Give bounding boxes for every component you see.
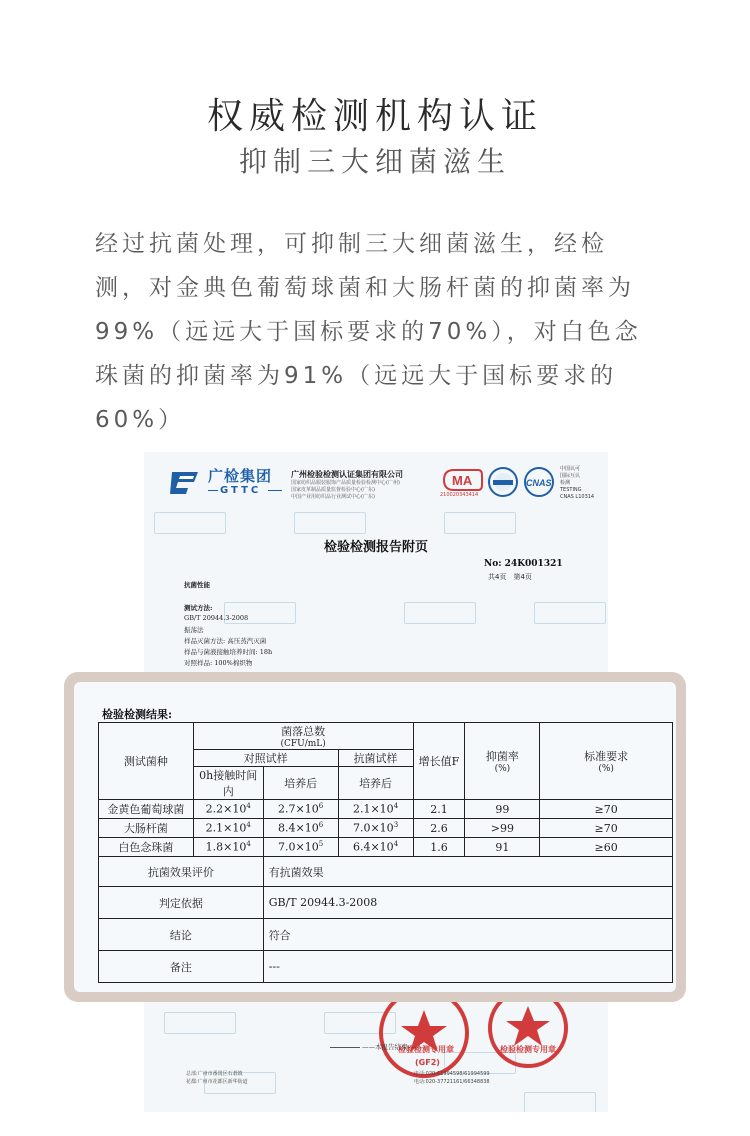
cell-strain: 金黄色葡萄球菌 (99, 800, 194, 819)
cell-control-0h (193, 800, 263, 819)
cell-growth: 2.1 (413, 800, 465, 819)
table-row (99, 838, 673, 857)
method-line: 样品与菌液接触培养时间: 18h (184, 648, 273, 656)
header-colony (193, 723, 413, 750)
header-zero-h: 0h接触时间内 (193, 767, 263, 800)
cell-exponent: 6 (318, 821, 324, 830)
description-text: 经过抗菌处理，可抑制三大细菌滋生，经检测，对金典色葡萄球菌和大肠杆菌的抑菌率为99%（远远大于国标要求的70%），对白色念珠菌的抑菌率为91%（远远大于国标要求的60%） (95, 231, 642, 433)
cell-exponent: 4 (393, 802, 399, 811)
cell-value: 7.0×10 (278, 840, 319, 854)
cell-exponent: 4 (246, 840, 251, 849)
cell-exponent: 6 (318, 802, 324, 811)
results-card (64, 672, 686, 1002)
method-label: 测试方法: (184, 604, 213, 612)
seal-right-text: 检验检测专用章 (500, 1045, 556, 1054)
report-end-text: ——本报告结束—— (362, 1043, 421, 1051)
results-table (98, 722, 673, 983)
footer-address-line: 总部:广州市番禺区石碁镇 (186, 1071, 243, 1077)
svg-text:MA: MA (452, 473, 473, 488)
cell-value: 1.8×10 (205, 840, 247, 854)
cell-value: 2.7×10 (278, 802, 319, 816)
header-growth: 增长值F (413, 723, 465, 800)
evaluation-label: 抗菌效果评价 (99, 857, 264, 887)
cell-value: 7.0×10 (352, 821, 394, 835)
method-line: 对照样品: 100%棉织物 (184, 659, 253, 667)
seal-left-code: (GF2) (415, 1058, 440, 1067)
cell-growth: 1.6 (413, 838, 465, 857)
cnas-logo-icon (522, 466, 556, 498)
cell-control-0h (193, 819, 263, 838)
footer-phone-line: 电话:020-37721161/66348838 (414, 1079, 490, 1085)
brand-rule-right (268, 490, 282, 491)
basis-label: 判定依据 (99, 887, 264, 919)
table-row (99, 857, 673, 887)
page-subtitle: 抑制三大细菌滋生 (238, 145, 511, 178)
cnas-info (560, 466, 608, 501)
cell-rate: >99 (465, 819, 540, 838)
header-rate-title: 抑菌率 (485, 750, 519, 763)
cell-growth: 2.6 (413, 819, 465, 838)
brand-name-cn: 广检集团 (208, 467, 273, 485)
cell-value: 2.1×10 (352, 802, 394, 816)
cell-strain: 大肠杆菌 (99, 819, 194, 838)
cell-exponent: 3 (393, 821, 399, 830)
cell-control-cultured (263, 800, 338, 819)
cnas-line: 国际互认 (560, 473, 581, 479)
cell-antibacterial-cultured (338, 819, 413, 838)
gttc-logo-icon (168, 468, 202, 498)
cell-exponent: 5 (318, 840, 324, 849)
seal-left-text: 检验检测专用章 (398, 1045, 454, 1054)
cell-control-0h (193, 838, 263, 857)
cnas-line: CNAS L10314 (560, 494, 595, 500)
cell-rate: 91 (465, 838, 540, 857)
company-name: 广州检验检测认证集团有限公司 (291, 470, 403, 479)
table-row (99, 951, 673, 983)
cell-antibacterial-cultured (338, 800, 413, 819)
header-control: 对照试样 (193, 750, 338, 767)
ilac-mra-icon (487, 466, 519, 498)
cell-strain: 白色念珠菌 (99, 838, 194, 857)
evaluation-value: 有抗菌效果 (263, 857, 672, 887)
method-line: 样品灭菌方法: 高压蒸汽灭菌 (184, 637, 267, 645)
results-card-inner (74, 682, 676, 992)
cma-mark-icon (440, 467, 484, 493)
table-row (99, 919, 673, 951)
footer-rule (330, 1047, 360, 1048)
cell-value: 8.4×10 (278, 821, 319, 835)
footer-phone (414, 1070, 490, 1086)
cma-number: 210020343414 (440, 492, 479, 498)
note-label: 备注 (99, 951, 264, 983)
cell-rate: 99 (465, 800, 540, 819)
footer-address-line: 花都:广州市花都区新华街道 (186, 1079, 248, 1085)
document-title: 检验检测报告附页 (323, 540, 428, 555)
method-line: GB/T 20944.3-2008 (184, 614, 249, 622)
basis-value: GB/T 20944.3-2008 (263, 887, 672, 919)
company-line: 国家纺织品服装服饰产品质量检验检测中心(广州) (291, 480, 400, 486)
company-line: 中国产业用纺织品行业测试中心(广东) (291, 494, 375, 500)
table-row (99, 887, 673, 919)
cnas-line: TESTING (560, 487, 582, 493)
header-rate (465, 723, 540, 800)
cell-exponent: 4 (393, 840, 399, 849)
note-value: --- (263, 951, 672, 983)
header-standard-unit: (%) (598, 764, 614, 774)
cell-standard: ≥70 (540, 800, 673, 819)
results-label: 检验检测结果: (102, 708, 173, 721)
cell-control-cultured (263, 819, 338, 838)
table-row (99, 800, 673, 819)
header-colony-unit: (CFU/mL) (280, 739, 326, 749)
company-subtitles (291, 480, 441, 501)
section-heading: 抗菌性能 (184, 581, 210, 589)
header-strain: 测试菌种 (99, 723, 194, 800)
report-number: No: 24K001321 (484, 559, 563, 569)
footer-phone-line: 电话:020-61994598/61994599 (414, 1071, 490, 1077)
method-line: 振荡法 (184, 626, 204, 634)
page-count: 共4页 第4页 (488, 573, 532, 581)
page-title: 权威检测机构认证 (206, 96, 543, 137)
svg-text:CNAS: CNAS (526, 478, 552, 488)
conclusion-value: 符合 (263, 919, 672, 951)
header-standard (540, 723, 673, 800)
cell-value: 2.2×10 (205, 802, 247, 816)
header-colony-title: 菌落总数 (281, 725, 326, 738)
header-standard-title: 标准要求 (584, 750, 629, 763)
brand-name-en: GTTC (220, 485, 262, 496)
cell-standard: ≥70 (540, 819, 673, 838)
cell-value: 6.4×10 (352, 840, 394, 854)
brand-rule-left (208, 490, 218, 491)
cell-exponent: 4 (246, 802, 251, 811)
cell-control-cultured (263, 838, 338, 857)
cell-standard: ≥60 (540, 838, 673, 857)
company-line: 国家皮革制品质量监督检验中心(广东) (291, 487, 375, 493)
cell-exponent: 4 (246, 821, 251, 830)
header-after-culture: 培养后 (263, 767, 338, 800)
table-row (99, 819, 673, 838)
header-antibacterial: 抗菌试样 (338, 750, 413, 767)
cell-value: 2.1×10 (205, 821, 247, 835)
cnas-line: 检测 (560, 480, 571, 486)
cnas-line: 中国认可 (560, 466, 581, 472)
footer-address (186, 1070, 248, 1086)
cell-antibacterial-cultured (338, 838, 413, 857)
header-rate-unit: (%) (494, 764, 511, 774)
header-after-culture-2: 培养后 (338, 767, 413, 800)
conclusion-label: 结论 (99, 919, 264, 951)
